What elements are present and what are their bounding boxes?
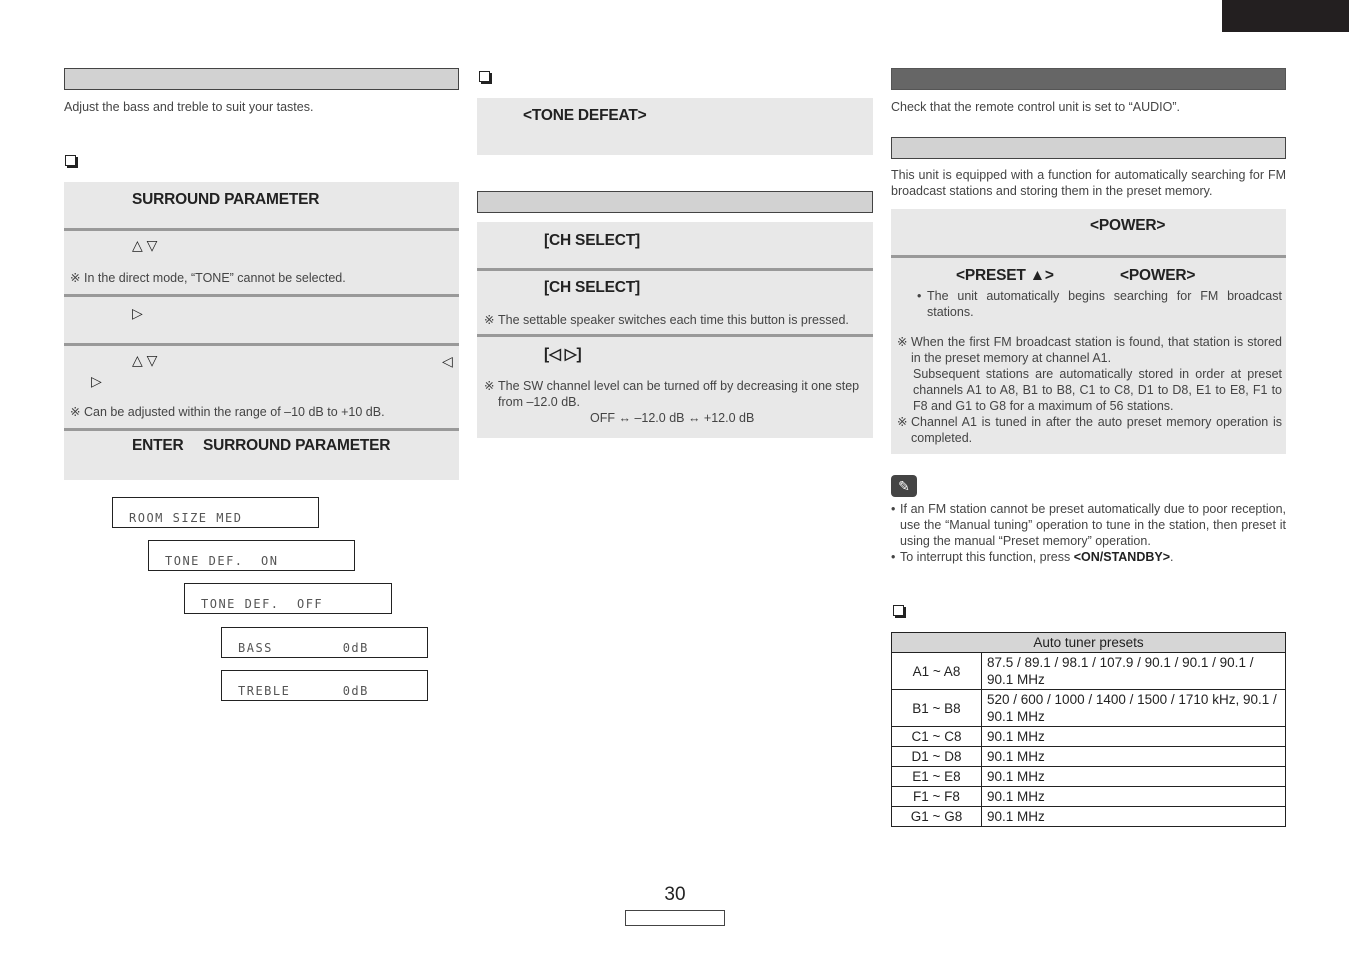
table-row: E1 ~ E8 90.1 MHz	[892, 767, 1286, 787]
memo-item-2: • To interrupt this function, press <ON/STANDBY>.	[891, 550, 1174, 564]
power-button-label: <POWER>	[1120, 267, 1196, 284]
step-5-panel	[64, 428, 459, 480]
note-mark-icon: ※	[484, 379, 495, 393]
page-number: 30	[664, 884, 686, 905]
tone-defeat-button-label: <TONE DEFEAT>	[523, 107, 647, 124]
step-4-panel	[64, 343, 459, 431]
step-1-panel	[64, 182, 459, 228]
auto-tuner-presets-table	[891, 632, 1286, 827]
channel-a1-note: ※ Channel A1 is tuned in after the auto preset memory operation is completed.	[897, 415, 1282, 445]
surround-parameter-label: SURROUND PARAMETER	[132, 191, 320, 208]
ch-select-note: ※ The settable speaker switches each time this button is pressed.	[484, 313, 849, 327]
preset-step-panel	[891, 255, 1286, 454]
language-tab	[1222, 0, 1349, 32]
table-row: B1 ~ B8 520 / 600 / 1000 / 1400 / 1500 / 1710 kHz, 90.1 / 90.1 MHz	[892, 690, 1286, 727]
checkbox-icon	[65, 155, 76, 166]
subsequent-stations-note: Subsequent stations are automatically stored in order at preset channels A1 to A8, B1 to B8, C1 to C8, D1 to D8, E1 to E8, F1 to F8 and G1 to G8 for a maximum of 56 stations.	[913, 367, 1282, 413]
step-2-note: ※ In the direct mode, “TONE” cannot be selected.	[70, 271, 346, 285]
page-label-box	[625, 910, 725, 926]
lcd-tone-defeat-off: TONE DEF. OFF	[184, 583, 392, 614]
section-header-bar	[477, 191, 873, 213]
sw-note: ※ The SW channel level can be turned off by decreasing it one step from –12.0 dB.	[484, 379, 860, 409]
left-arrow-icon: ◁	[442, 353, 453, 369]
left-right-buttons-label: [◁ ▷]	[544, 346, 582, 363]
table-row: C1 ~ C8 90.1 MHz	[892, 727, 1286, 747]
sw-range: OFF ↔ –12.0 dB ↔ +12.0 dB	[590, 411, 755, 425]
enter-label: ENTER	[132, 437, 184, 454]
right-arrow-icon: ▷	[132, 305, 143, 321]
level-adjust-panel	[477, 334, 873, 438]
on-standby-button-label: <ON/STANDBY>	[1073, 550, 1171, 564]
up-down-arrow-icon: △ ▽	[132, 237, 158, 253]
lcd-room-size: ROOM SIZE MED	[112, 497, 319, 528]
note-mark-icon: ※	[897, 335, 908, 349]
checkbox-icon	[479, 71, 490, 82]
memo-item-1: • If an FM station cannot be preset automatically due to poor reception, use the “Manual tuning” operation to tune in the station, then preset it using the manual “Preset memory” operation.	[891, 502, 1286, 548]
section-header-bar-dark	[891, 68, 1286, 90]
lcd-tone-defeat-on: TONE DEF. ON	[148, 540, 355, 571]
first-station-note: ※ When the first FM broadcast station is found, that station is stored in the preset memory at channel A1.	[897, 335, 1282, 365]
surround-parameter-label: SURROUND PARAMETER	[203, 437, 391, 454]
tone-defeat-panel	[477, 98, 873, 155]
section-header-bar	[64, 68, 459, 90]
step-4-note: ※ Can be adjusted within the range of –10 dB to +10 dB.	[70, 405, 385, 419]
note-mark-icon: ※	[70, 271, 81, 285]
ch-select-panel-2	[477, 268, 873, 337]
ch-select-button-label: [CH SELECT]	[544, 279, 640, 296]
table-row: D1 ~ D8 90.1 MHz	[892, 747, 1286, 767]
ch-select-panel-1	[477, 222, 873, 268]
pencil-icon: ✎	[891, 475, 917, 497]
power-step-panel	[891, 209, 1286, 255]
auto-preset-description: This unit is equipped with a function for automatically searching for FM broadcast stations and storing them in the preset memory.	[891, 168, 1286, 198]
step-2-panel	[64, 228, 459, 297]
lcd-bass: BASS 0dB	[221, 627, 428, 658]
note-mark-icon: ※	[897, 415, 908, 429]
table-row: G1 ~ G8 90.1 MHz	[892, 807, 1286, 827]
search-bullet: • The unit automatically begins searching for FM broadcast stations.	[917, 289, 1282, 319]
preset-up-button-label: <PRESET ▲>	[956, 267, 1054, 284]
tone-intro: Adjust the bass and treble to suit your tastes.	[64, 100, 314, 114]
lcd-treble: TREBLE 0dB	[221, 670, 428, 701]
up-down-arrow-icon: △ ▽	[132, 352, 158, 368]
section-header-bar	[891, 137, 1286, 159]
remote-check-text: Check that the remote control unit is set to “AUDIO”.	[891, 100, 1181, 114]
note-mark-icon: ※	[484, 313, 495, 327]
right-arrow-icon: ▷	[91, 373, 102, 389]
table-row: F1 ~ F8 90.1 MHz	[892, 787, 1286, 807]
note-mark-icon: ※	[70, 405, 81, 419]
table-header: Auto tuner presets	[892, 633, 1286, 653]
step-3-panel	[64, 294, 459, 346]
table-row: A1 ~ A8 87.5 / 89.1 / 98.1 / 107.9 / 90.1 / 90.1 / 90.1 / 90.1 MHz	[892, 653, 1286, 690]
power-button-label: <POWER>	[1090, 217, 1166, 234]
checkbox-icon	[893, 605, 904, 616]
ch-select-button-label: [CH SELECT]	[544, 232, 640, 249]
